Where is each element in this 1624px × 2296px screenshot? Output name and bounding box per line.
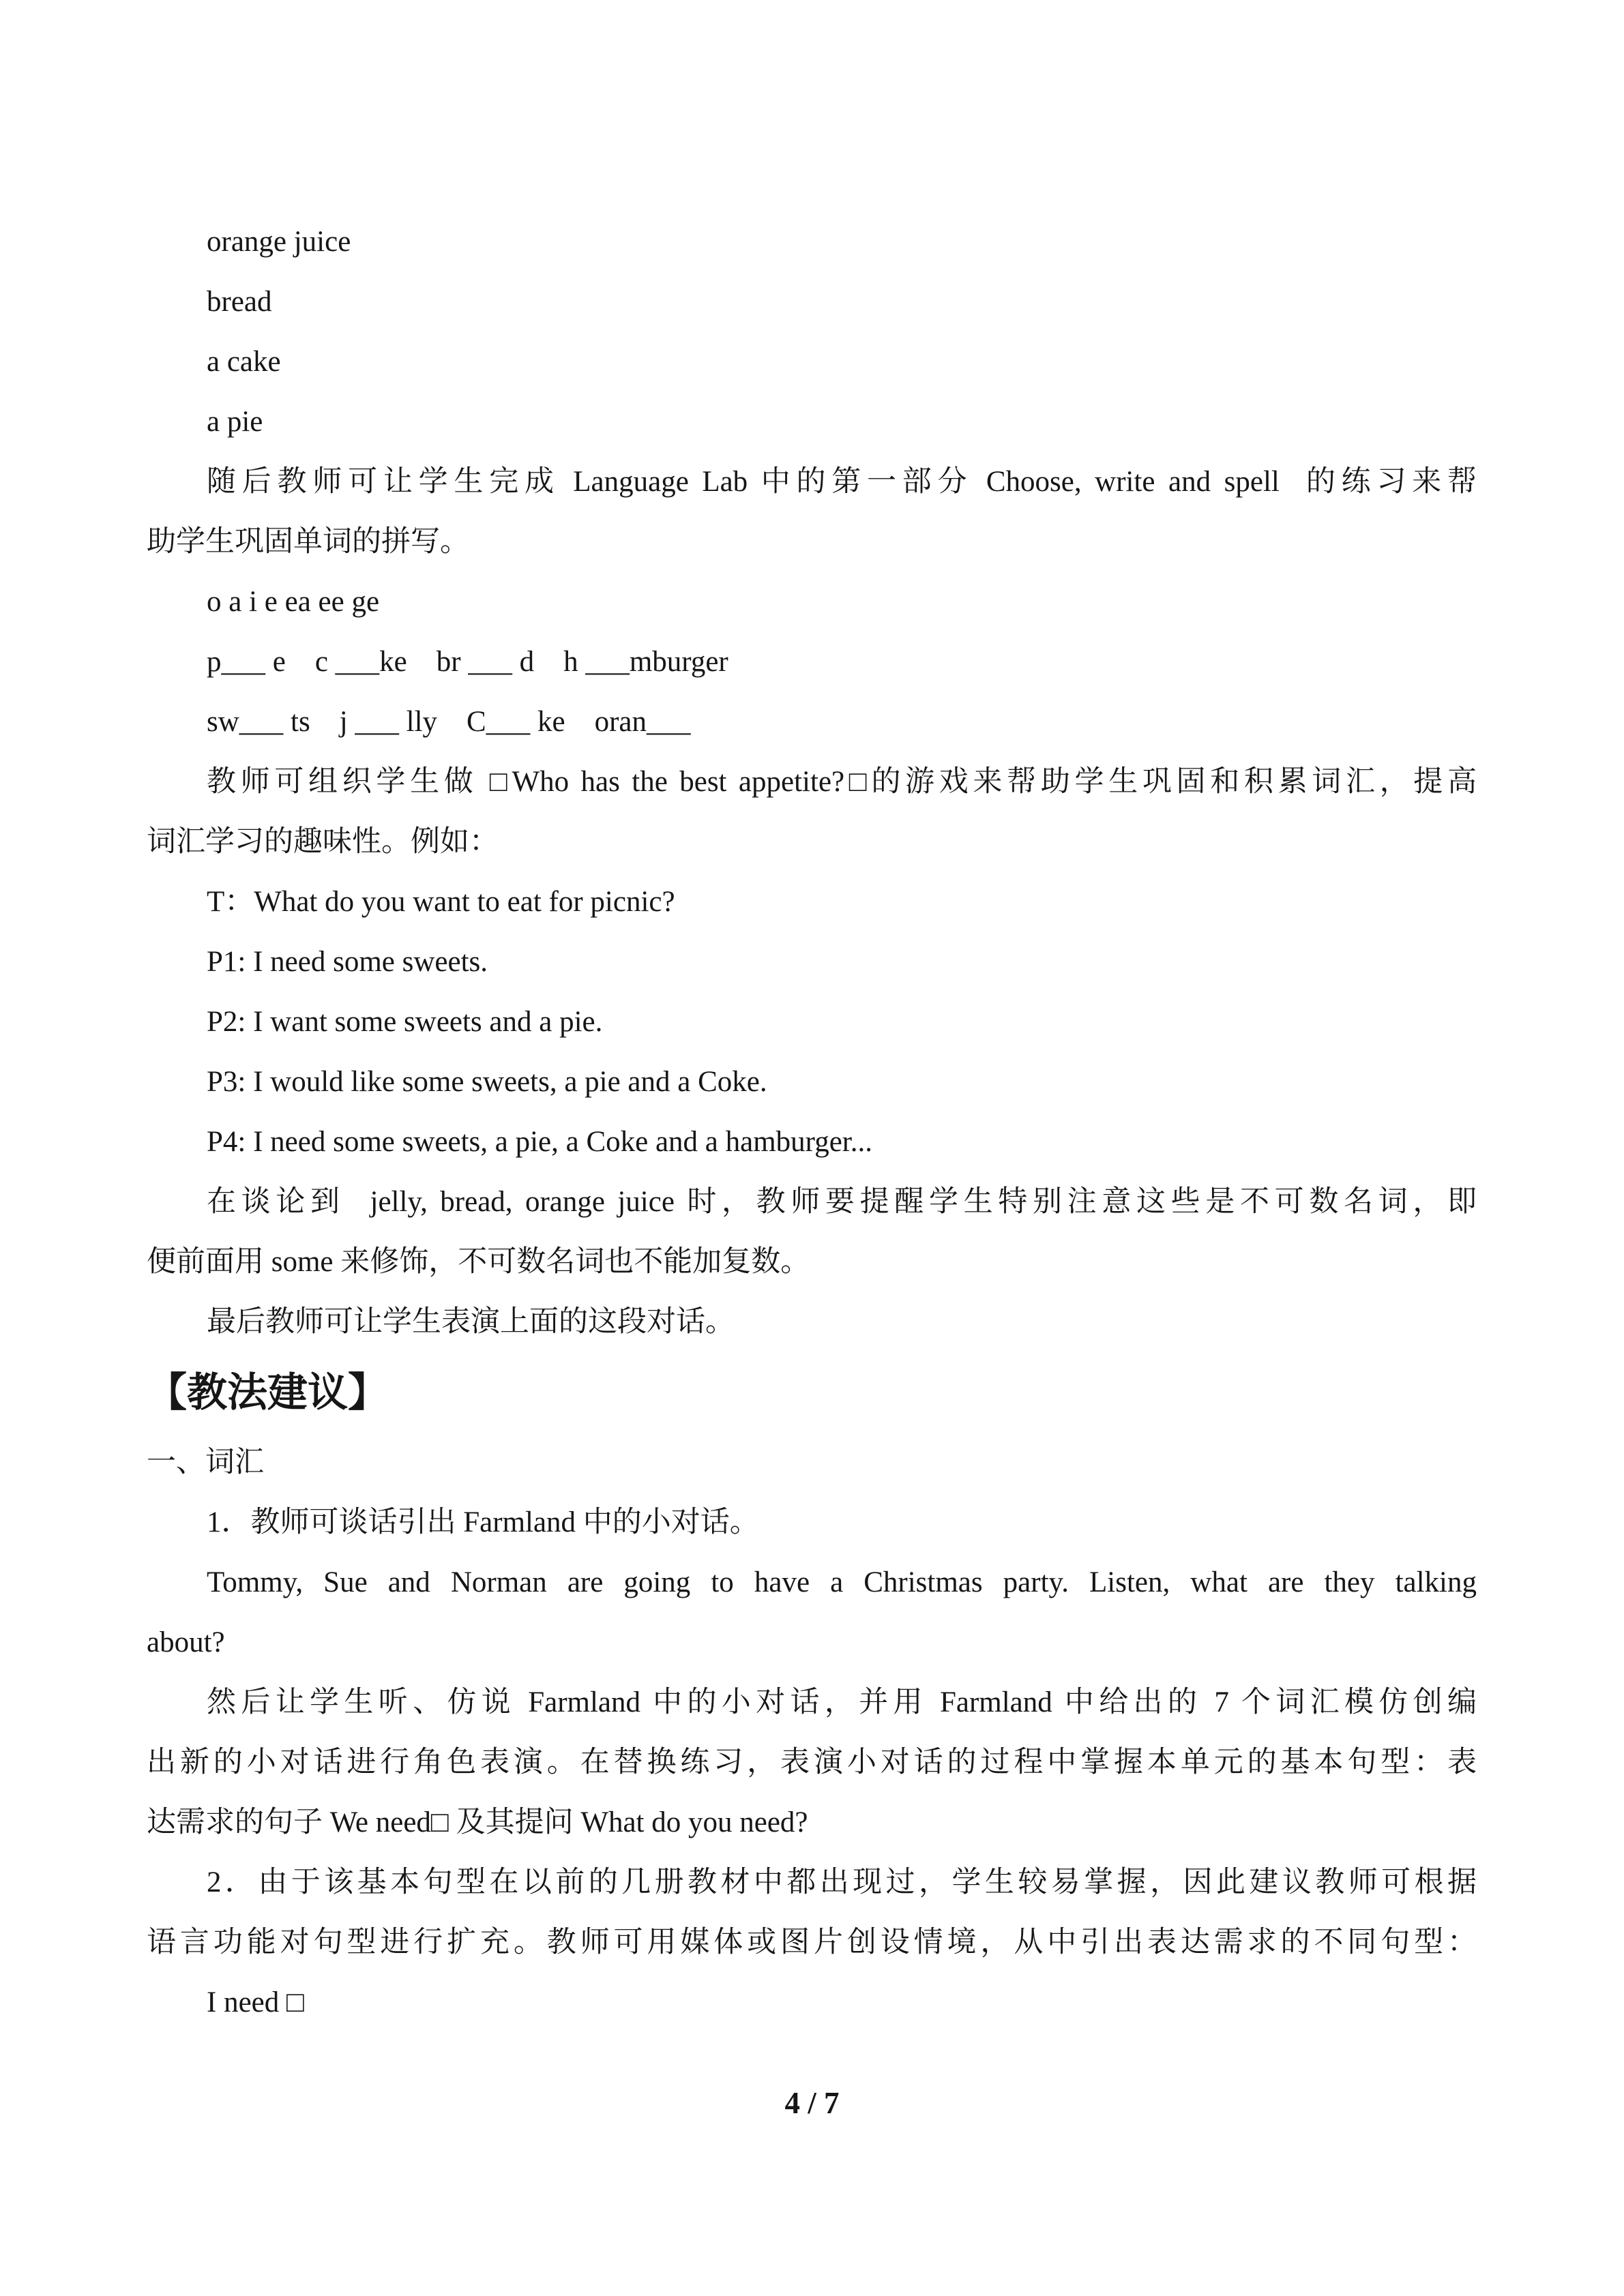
paragraph-line: 词汇学习的趣味性。例如： [147,826,499,858]
dialogue-line-pupil: P3: I would like some sweets, a pie and a Coke. [207,1066,767,1098]
paragraph-line: 助学生巩固单词的拼写。 [147,526,469,558]
numbered-item-line: 2．由于该基本句型在以前的几册教材中都出现过，学生较易掌握，因此建议教师可根据 [207,1866,1477,1898]
paragraph-line: about? [147,1626,225,1658]
vocab-word-line: a cake [207,346,281,378]
vocab-word-line: a pie [207,406,263,438]
paragraph-line: 便前面用 some 来修饰，不可数名词也不能加复数。 [147,1246,810,1278]
paragraph-line: 出新的小对话进行角色表演。在替换练习，表演小对话的过程中掌握本单元的基本句型：表 [147,1746,1477,1778]
page-number: 4 / 7 [784,2086,840,2120]
page-footer [0,2073,1624,2133]
paragraph-line: Tommy, Sue and Norman are going to have a Christmas party. Listen, what are they talking [207,1566,1477,1598]
document-body [147,212,1477,2033]
paragraph-line: 在谈论到 jelly, bread, orange juice 时，教师要提醒学生特别注意这些是不可数名词，即 [207,1186,1477,1218]
dialogue-line-pupil: P2: I want some sweets and a pie. [207,1006,603,1038]
subsection-heading: 一、词汇 [147,1446,264,1478]
dialogue-line-pupil: P4: I need some sweets, a pie, a Coke and a hamburger... [207,1126,873,1158]
dialogue-line-teacher: T：What do you want to eat for picnic? [207,886,675,918]
paragraph-line: 达需求的句子 We need□ 及其提问 What do you need? [147,1806,808,1838]
paragraph-line: 随后教师可让学生完成 Language Lab 中的第一部分 Choose, write and spell 的练习来帮 [207,466,1477,498]
dialogue-line-pupil: P1: I need some sweets. [207,946,488,978]
section-heading: 【教法建议】 [147,1370,389,1415]
vocab-word-line: orange juice [207,226,351,258]
paragraph-line: 最后教师可让学生表演上面的这段对话。 [207,1306,735,1338]
fill-blank-line: p___ e c ___ke br ___ d h ___mburger [207,646,728,678]
letters-line: o a i e ea ee ge [207,586,380,618]
example-sentence-line: I need □ [207,1986,304,2018]
paragraph-line: 然后让学生听、仿说 Farmland 中的小对话，并用 Farmland 中给出的 7 个词汇模仿创编 [207,1686,1477,1718]
numbered-item-line: 1．教师可谈话引出 Farmland 中的小对话。 [207,1506,759,1538]
vocab-word-line: bread [207,286,272,318]
fill-blank-line: sw___ ts j ___ lly C___ ke oran___ [207,706,691,738]
paragraph-line: 教师可组织学生做 □Who has the best appetite?□的游戏来帮助学生巩固和积累词汇，提高 [207,766,1477,798]
paragraph-line: 语言功能对句型进行扩充。教师可用媒体或图片创设情境，从中引出表达需求的不同句型： [147,1926,1477,1958]
